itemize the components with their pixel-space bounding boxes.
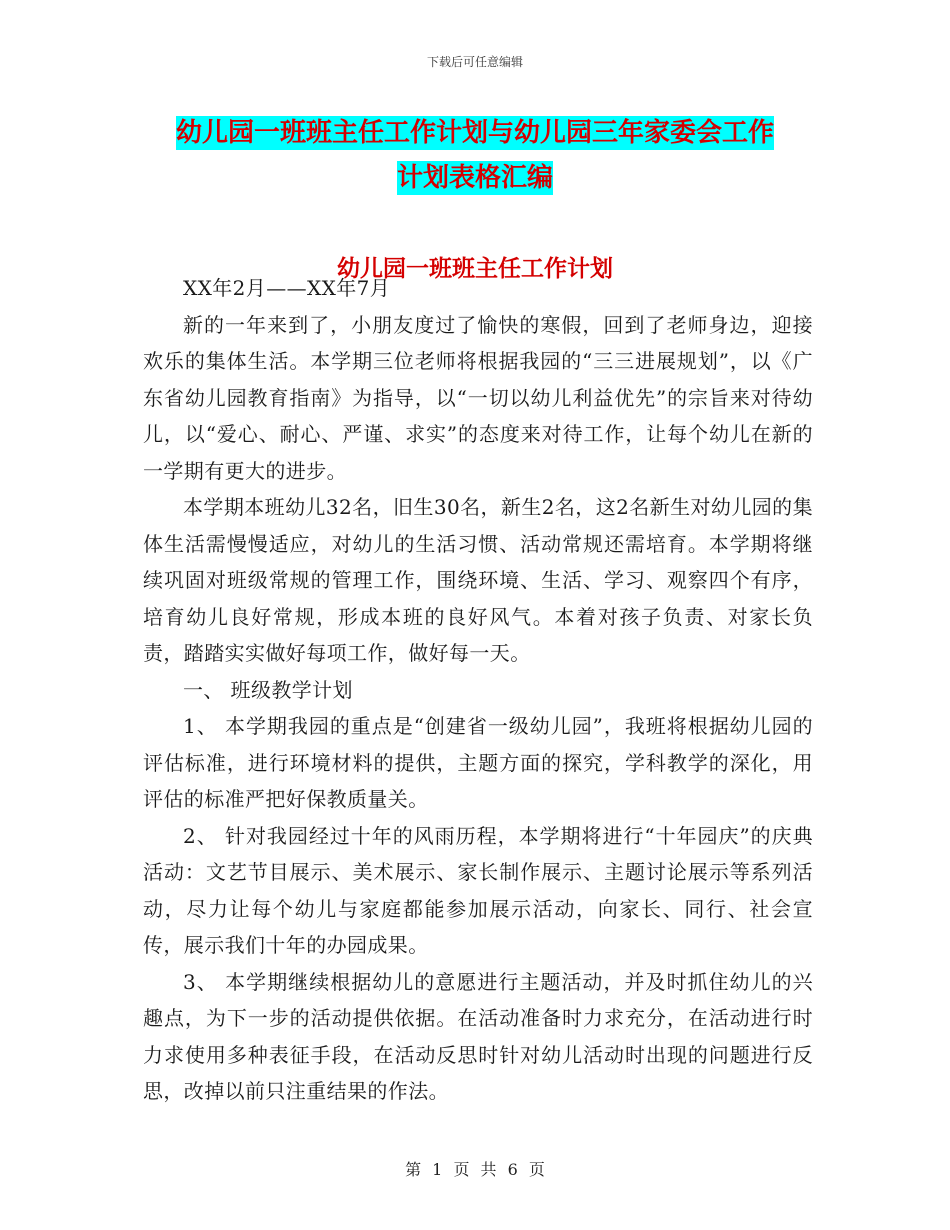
document-body xyxy=(143,270,813,1110)
paragraph-class-info: 本学期本班幼儿32名，旧生30名，新生2名，这2名新生对幼儿园的集体生活需慢慢适应，对幼儿的生活习惯、活动常规还需培育。本学期将继续巩固对班级常规的管理工作，围绕环境、生活、学习、观察四个有序，培育幼儿良好常规，形成本班的良好风气。本着对孩子负责、对家长负责，踏踏实实做好每项工作，做好每一天。 xyxy=(143,495,813,665)
paragraph-item-3: 3、 本学期继续根据幼儿的意愿进行主题活动，并及时抓住幼儿的兴趣点，为下一步的活动提供依据。在活动准备时力求充分，在活动进行时力求使用多种表征手段，在活动反思时针对幼儿活动时出现的问题进行反思，改掉以前只注重结果的作法。 xyxy=(143,969,813,1103)
document-title-line-2 xyxy=(0,157,950,194)
section-title: 幼儿园一班班主任工作计划 xyxy=(337,256,613,282)
paragraph-item-1: 1、 本学期我园的重点是“创建省一级幼儿园”，我班将根据幼儿园的评估标准，进行环境材料的提供，主题方面的探究，学科教学的深化，用评估的标准严把好保教质量关。 xyxy=(143,714,813,811)
paragraph-intro: 新的一年来到了，小朋友度过了愉快的寒假，回到了老师身边，迎接欢乐的集体生活。本学期三位老师将根据我园的“三三进展规划”，以《广东省幼儿园教育指南》为指导，以“一切以幼儿利益优先”的宗旨来对待幼儿，以“爱心、耐心、严谨、求实”的态度来对待工作，让每个幼儿在新的一学期有更大的进步。 xyxy=(143,312,813,483)
date-range: XX年2月——XX年7月 xyxy=(183,276,391,300)
section-heading-teaching-plan: 一、 班级教学计划 xyxy=(183,677,353,702)
document-title-line-1 xyxy=(0,112,950,149)
page-number: 第 1 页 共 6 页 xyxy=(405,1160,545,1179)
paragraph-item-2: 2、 针对我园经过十年的风雨历程，本学期将进行“十年园庆”的庆典活动：文艺节目展示、美术展示、家长制作展示、主题讨论展示等系列活动，尽力让每个幼儿与家庭都能参加展示活动，向家长、同行、社会宣传，展示我们十年的办园成果。 xyxy=(143,823,813,957)
document-title-line-1-text: 幼儿园一班班主任工作计划与幼儿园三年家委会工作 xyxy=(175,118,774,148)
header-note: 下载后可任意编辑 xyxy=(426,55,523,69)
document-title-line-2-text: 计划表格汇编 xyxy=(396,163,553,193)
